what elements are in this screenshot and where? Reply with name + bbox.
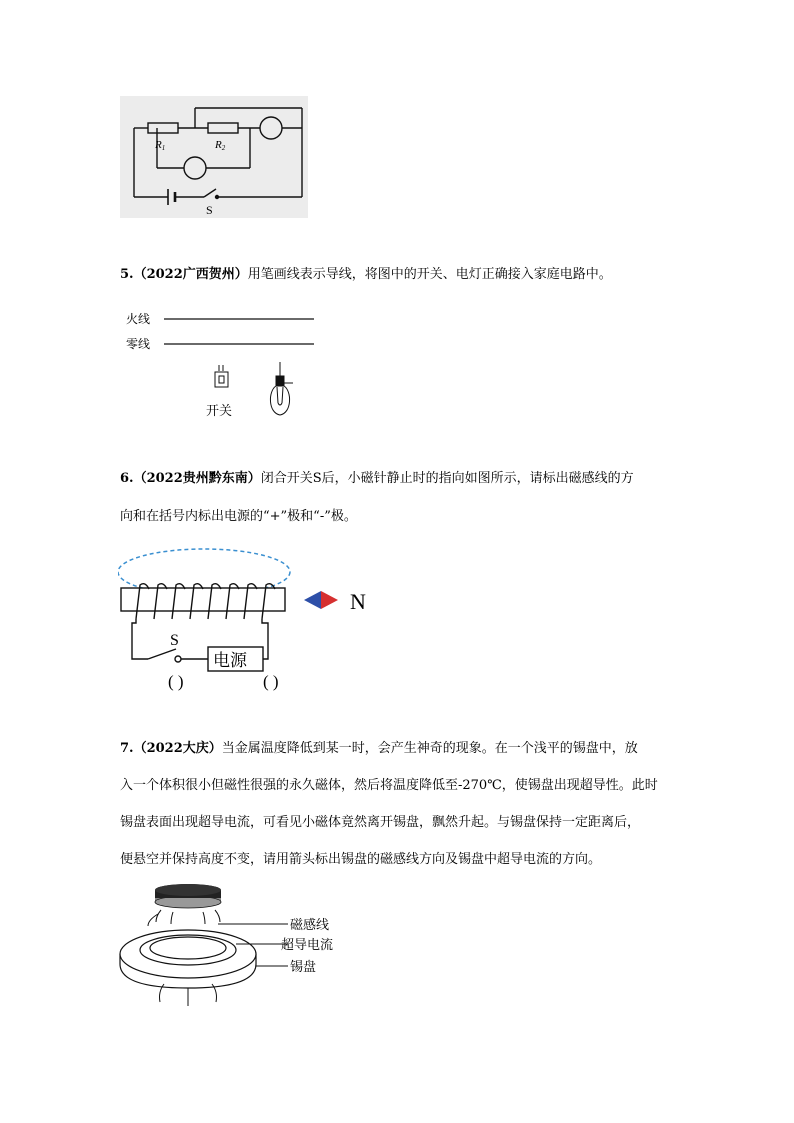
household-circuit-figure xyxy=(120,305,320,425)
compass-needle-icon xyxy=(304,591,338,609)
question-source: （2022广西贺州） xyxy=(133,267,248,282)
question-body: 用笔画线表示导线，将图中的开关、电灯正确接入家庭电路中。 xyxy=(247,267,612,282)
light-bulb-icon xyxy=(270,362,293,415)
circuit-diagram xyxy=(120,96,308,218)
question-number: 5. xyxy=(120,267,134,282)
question-source: （2022贵州黔东南） xyxy=(133,471,261,486)
magnetic-field-lines xyxy=(156,910,220,924)
question-7-text-line2 xyxy=(120,777,658,795)
question-body-line1: 闭合开关S后，小磁针静止时的指向如图所示，请标出磁感线的方 xyxy=(260,471,634,486)
question-7-text-line4 xyxy=(120,851,601,869)
r1-label: R1 xyxy=(155,139,166,152)
question-6-text xyxy=(120,470,634,488)
solenoid-figure xyxy=(118,545,388,695)
field-line-label: 磁感线 xyxy=(290,918,330,933)
question-7-text-line3 xyxy=(120,814,640,832)
supercurrent-label: 超导电流 xyxy=(281,938,334,953)
solenoid-core xyxy=(121,588,285,611)
circuit-figure-q4 xyxy=(120,96,308,218)
solenoid-diagram xyxy=(118,545,388,695)
live-wire-label: 火线 xyxy=(126,312,151,326)
question-6-text-line2 xyxy=(120,508,357,526)
household-circuit-diagram xyxy=(120,305,320,425)
magnet-icon xyxy=(155,884,221,908)
levitation-figure xyxy=(118,880,378,1008)
wall-switch-icon xyxy=(215,365,228,387)
tin-plate xyxy=(120,930,256,988)
tin-plate-label: 锡盘 xyxy=(290,960,317,975)
switch-label: S xyxy=(170,632,179,649)
question-5-text xyxy=(120,266,612,284)
question-number: 7. xyxy=(120,741,134,756)
switch xyxy=(148,649,208,662)
question-body-line4: 便悬空并保持高度不变，请用箭头标出锡盘的磁感线方向及锡盘中超导电流的方向。 xyxy=(120,852,602,867)
switch-label: 开关 xyxy=(206,404,233,419)
question-body-line3: 锡盘表面出现超导电流，可看见小磁体竟然离开锡盘，飘然升起。与锡盘保持一定距离后， xyxy=(120,815,641,830)
switch-label: S xyxy=(206,203,213,217)
power-source-label: 电源 xyxy=(213,651,247,671)
question-source: （2022大庆） xyxy=(133,741,222,756)
question-body-line2: 向和在括号内标出电源的“+”极和“-”极。 xyxy=(120,509,357,524)
question-7-text xyxy=(120,740,638,758)
neutral-wire-label: 零线 xyxy=(126,337,151,351)
question-body-line1: 当金属温度降低到某一时，会产生神奇的现象。在一个浅平的锡盘中，放 xyxy=(221,741,638,756)
question-body-line2: 入一个体积很小但磁性很强的永久磁体，然后将温度降低至-270℃，使锡盘出现超导性。此时 xyxy=(120,778,658,793)
r2-label: R2 xyxy=(215,139,226,152)
superconductor-levitation-diagram xyxy=(118,880,378,1008)
pole-bracket-right[interactable]: ( ) xyxy=(263,672,279,691)
north-pole-label: N xyxy=(350,589,366,614)
pole-bracket-left[interactable]: ( ) xyxy=(168,672,184,691)
question-number: 6. xyxy=(120,471,134,486)
